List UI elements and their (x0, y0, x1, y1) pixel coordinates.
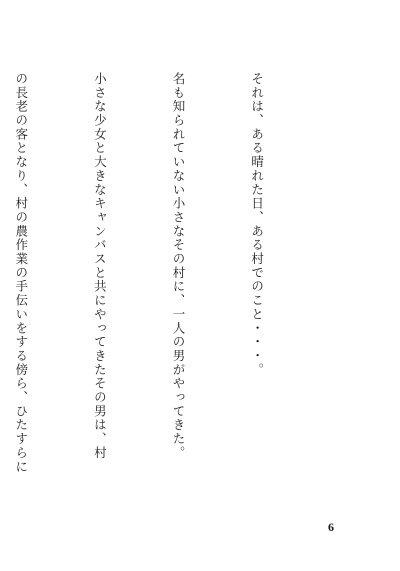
text-line: の長老の客となり、村の農作業の手伝いをする傍ら、ひたすらに (13, 72, 29, 474)
text-line: 小さな少女と大きなキャンバスと共にやってきたその男は、村 (92, 72, 108, 460)
page-number: 6 (328, 520, 334, 534)
text-line: 名も知られていない小さなその村に、一人の男がやってきた。 (170, 72, 186, 460)
vertical-text-body (0, 72, 322, 512)
text-line: それは、ある晴れた日、ある村でのこと・・・。 (249, 72, 265, 377)
